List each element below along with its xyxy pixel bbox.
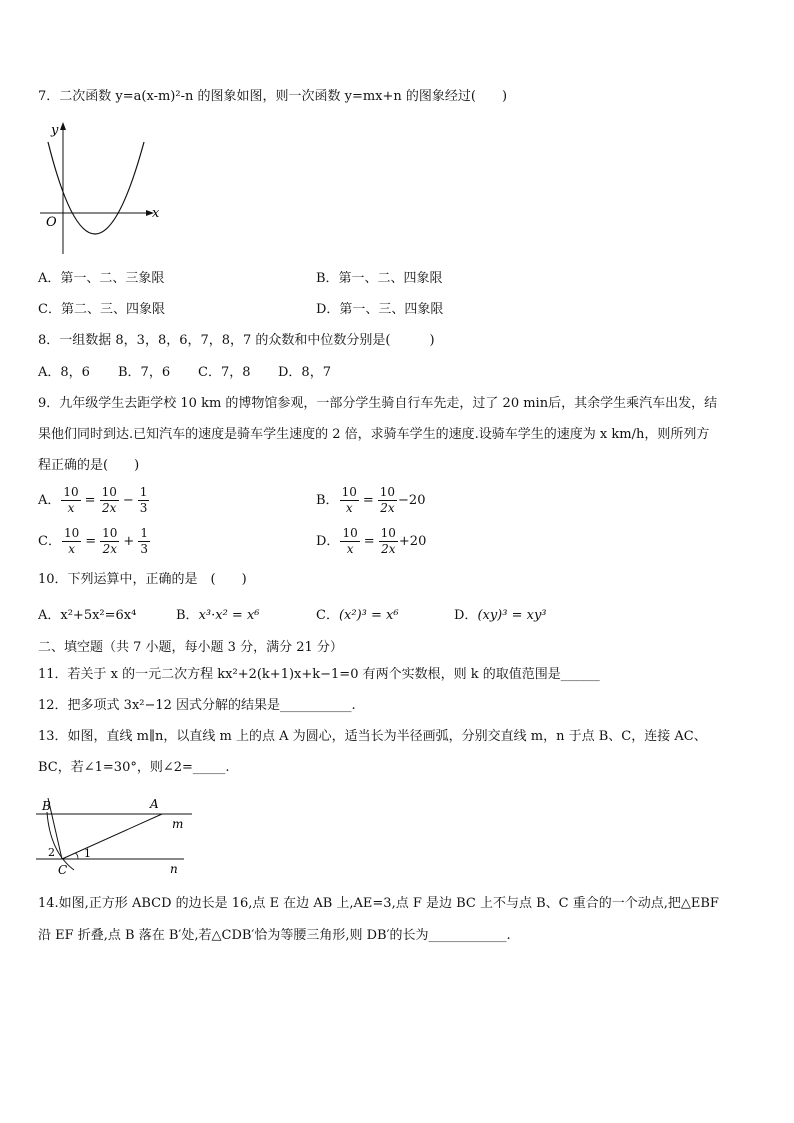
line-n-label: n	[170, 862, 178, 876]
q10-option-b: B．x³·x² = x⁶	[176, 608, 260, 623]
parabola-curve	[48, 142, 144, 234]
sign: +	[123, 533, 135, 549]
x-axis-label: x	[152, 206, 160, 221]
fraction: $\frac{10}{x}$	[341, 485, 357, 515]
q11-stem: 11．若关于 x 的一元二次方程 kx²+2(k+1)x+k−1=0 有两个实数根，则 k 的取值范围是______	[38, 667, 600, 682]
y-axis-label: y	[51, 123, 59, 138]
angle-1-label: 1	[84, 847, 91, 860]
fraction: $\frac{10}{2x}$	[102, 526, 118, 556]
sign: −	[122, 492, 134, 508]
line-m-label: m	[172, 817, 184, 831]
fraction: $\frac{10}{x}$	[63, 485, 79, 515]
q7-option-d: D．第一、三、四象限	[316, 302, 444, 317]
arc	[47, 812, 74, 870]
option-label: A．	[38, 492, 61, 508]
tail: −20	[398, 492, 426, 508]
q14-line1: 14.如图,正方形 ABCD 的边长是 16,点 E 在边 AB 上,AE=3,点 F 是边 BC 上不与点 B、C 重合的一个动点,把△EBF	[38, 896, 719, 911]
q10-stem: 10．下列运算中，正确的是 ( )	[38, 572, 247, 587]
angle-1-mark	[75, 853, 78, 859]
y-axis-arrow	[60, 122, 66, 130]
fraction: $\frac{10}{2x}$	[379, 485, 396, 515]
q7-option-c: C．第二、三、四象限	[38, 302, 165, 317]
fraction: $\frac{10}{2x}$	[101, 485, 117, 515]
q9-option-b: B． $\frac{10}{x}$ = $\frac{10}{2x}$ −20	[316, 485, 426, 515]
option-label: C．	[38, 533, 61, 549]
q14-line2: 沿 EF 折叠,点 B 落在 B′处,若△CDB′恰为等腰三角形,则 DB′的长为____________.	[38, 928, 511, 943]
q9-line1: 9．九年级学生去距学校 10 km 的博物馆参观，一部分学生骑自行车先走，过了 20 min后，其余学生乘汽车出发，结	[38, 396, 718, 411]
section-heading: 二、填空题（共 7 小题，每小题 3 分，满分 21 分）	[38, 640, 343, 655]
point-a-label: A	[150, 797, 159, 811]
q7-option-a: A．第一、二、三象限	[38, 271, 165, 286]
q7-option-b: B．第一、二、四象限	[316, 271, 443, 286]
q7-parabola-graph	[36, 118, 166, 258]
fraction: $\frac{1}{3}$	[140, 526, 148, 556]
fraction: $\frac{10}{2x}$	[380, 526, 396, 556]
q8-option-a: A．8，6	[38, 365, 90, 380]
segment-ac	[62, 814, 162, 859]
point-c-label: C	[58, 863, 68, 877]
q10-option-c: C．(x²)³ = x⁶	[316, 608, 399, 623]
origin-label: O	[46, 215, 57, 230]
fraction: $\frac{10}{x}$	[63, 526, 80, 556]
q8-option-b: B．7，6	[118, 365, 171, 380]
q13-line2: BC，若∠1=30°，则∠2=_____.	[38, 760, 230, 775]
q13-figure	[34, 794, 194, 878]
point-b-label: B	[42, 799, 51, 813]
fraction: $\frac{1}{3}$	[139, 485, 148, 515]
tail: +20	[398, 533, 427, 549]
q9-line3: 程正确的是( )	[38, 458, 140, 473]
q10-option-d: D．(xy)³ = xy³	[454, 608, 547, 623]
q9-option-d: D． $\frac{10}{x}$ = $\frac{10}{2x}$ +20	[316, 526, 427, 556]
q9-option-c: C． $\frac{10}{x}$ = $\frac{10}{2x}$ + $\frac{1}{3}$	[38, 526, 148, 556]
q9-option-a: A． $\frac{10}{x}$ = $\frac{10}{2x}$ − $\frac{1}{3}$	[38, 485, 148, 515]
q8-option-d: D．8，7	[278, 365, 331, 380]
q8-stem: 8．一组数据 8，3，8，6，7，8，7 的众数和中位数分别是( )	[38, 333, 435, 348]
q13-line1: 13．如图，直线 m∥n，以直线 m 上的点 A 为圆心，适当长为半径画弧，分别交直线 m，n 于点 B、C，连接 AC、	[38, 729, 707, 744]
fraction: $\frac{10}{x}$	[342, 526, 358, 556]
q8-option-c: C．7，8	[198, 365, 251, 380]
q10-option-a: A．x²+5x²=6x⁴	[38, 608, 137, 623]
option-label: B．	[316, 492, 339, 508]
angle-2-label: 2	[48, 846, 55, 859]
q12-stem: 12．把多项式 3x²−12 因式分解的结果是___________.	[38, 698, 356, 713]
option-label: D．	[316, 533, 340, 549]
q9-line2: 果他们同时到达.已知汽车的速度是骑车学生速度的 2 倍，求骑车学生的速度.设骑车学生的速度为 x km/h，则所列方	[38, 427, 710, 442]
q7-stem: 7．二次函数 y=a(x-m)²-n 的图象如图，则一次函数 y=mx+n 的图象经过( )	[38, 89, 508, 104]
